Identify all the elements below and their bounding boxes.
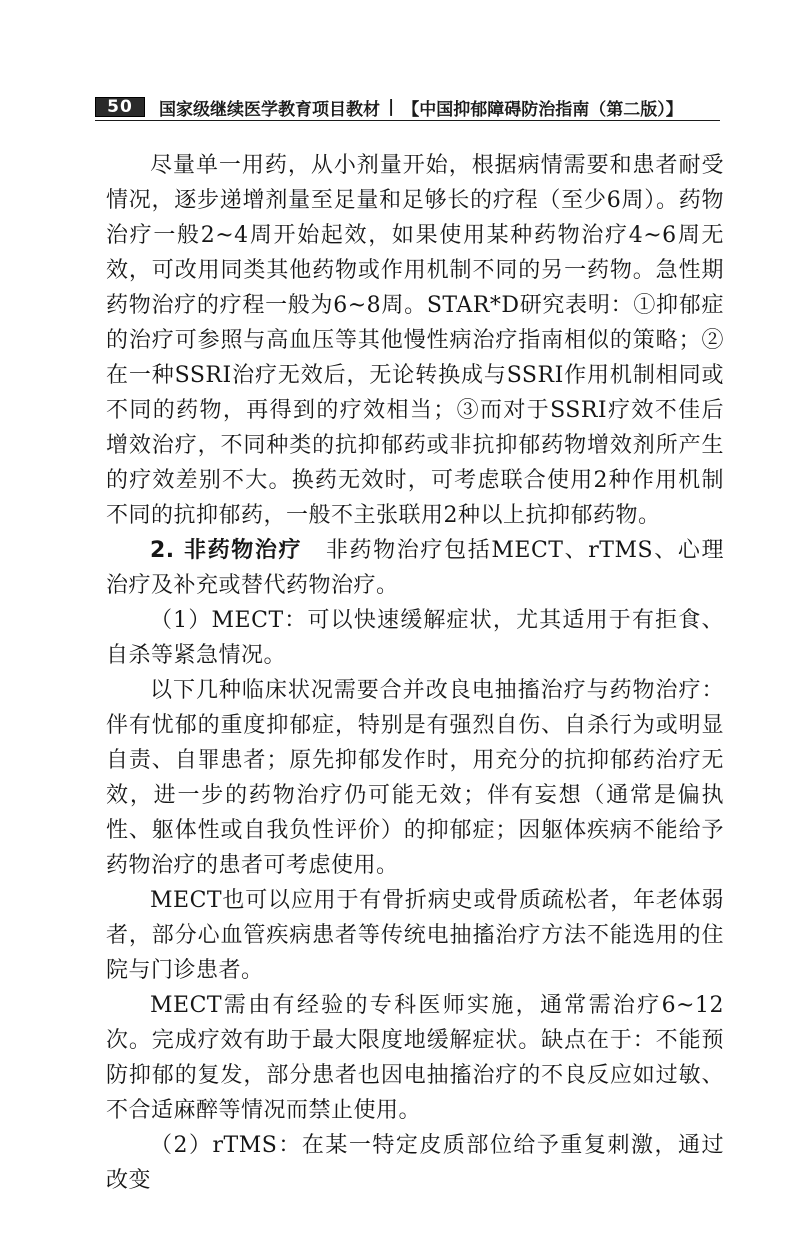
header-separator: |	[388, 97, 395, 117]
paragraph-non-drug-therapy	[106, 533, 724, 603]
paragraph-text: 以下几种临床状况需要合并改良电抽搐治疗与药物治疗：伴有忧郁的重度抑郁症，特别是有强烈自伤、自杀行为或明显自责、自罪患者；原先抑郁发作时，用充分的抗抑郁药治疗无效，进一步的药物治疗仍可能无效；伴有妄想（通常是偏执性、躯体性或自我负性评价）的抑郁症；因躯体疾病不能给予药物治疗的患者可考虑使用。	[106, 678, 724, 878]
header-rule	[95, 120, 720, 121]
paragraph-rtms	[106, 1128, 724, 1198]
running-header	[95, 94, 720, 120]
page-body	[106, 148, 724, 1198]
series-title: 国家级继续医学教育项目教材	[159, 99, 380, 120]
page-number-badge: 50	[95, 97, 145, 117]
section-label-non-drug: 2. 非药物治疗	[150, 538, 303, 563]
paragraph-text: MECT需由有经验的专科医师实施，通常需治疗6~12次。完成疗效有助于最大限度地缓解症状。缺点在于：不能预防抑郁的复发，部分患者也因电抽搐治疗的不良反应如过敏、不合适麻醉等情况而禁止使用。	[106, 993, 724, 1123]
paragraph-text: MECT也可以应用于有骨折病史或骨质疏松者，年老体弱者，部分心血管疾病患者等传统电抽搐治疗方法不能选用的住院与门诊患者。	[106, 888, 724, 983]
paragraph-text: 尽量单一用药，从小剂量开始，根据病情需要和患者耐受情况，逐步递增剂量至足量和足够长的疗程（至少6周）。药物治疗一般2~4周开始起效，如果使用某种药物治疗4~6周无效，可改用同类其他药物或作用机制不同的另一药物。急性期药物治疗的疗程一般为6~8周。STAR*D研究表明：①抑郁症的治疗可参照与高血压等其他慢性病治疗指南相似的策略；②在一种SSRI治疗无效后，无论转换成与SSRI作用机制相同或不同的药物，再得到的疗效相当；③而对于SSRI疗效不佳后增效治疗，不同种类的抗抑郁药或非抗抑郁药物增效剂所产生的疗效差别不大。换药无效时，可考虑联合使用2种作用机制不同的抗抑郁药，一般不主张联用2种以上抗抑郁药物。	[106, 153, 724, 528]
paragraph-mect-applicability	[106, 883, 724, 988]
paragraph-mect-indications	[106, 673, 724, 883]
paragraph-text: （1）MECT：可以快速缓解症状，尤其适用于有拒食、自杀等紧急情况。	[106, 608, 724, 668]
book-title: 【中国抑郁障碍防治指南（第二版）】	[402, 99, 683, 120]
paragraph-mect-procedure	[106, 988, 724, 1128]
paragraph-text: （2）rTMS：在某一特定皮质部位给予重复刺激，通过改变	[106, 1133, 724, 1193]
paragraph-medication-strategy	[106, 148, 724, 533]
paragraph-mect-intro	[106, 603, 724, 673]
paragraph-text: 非药物治疗包括MECT、rTMS、心理治疗及补充或替代药物治疗。	[106, 538, 724, 598]
